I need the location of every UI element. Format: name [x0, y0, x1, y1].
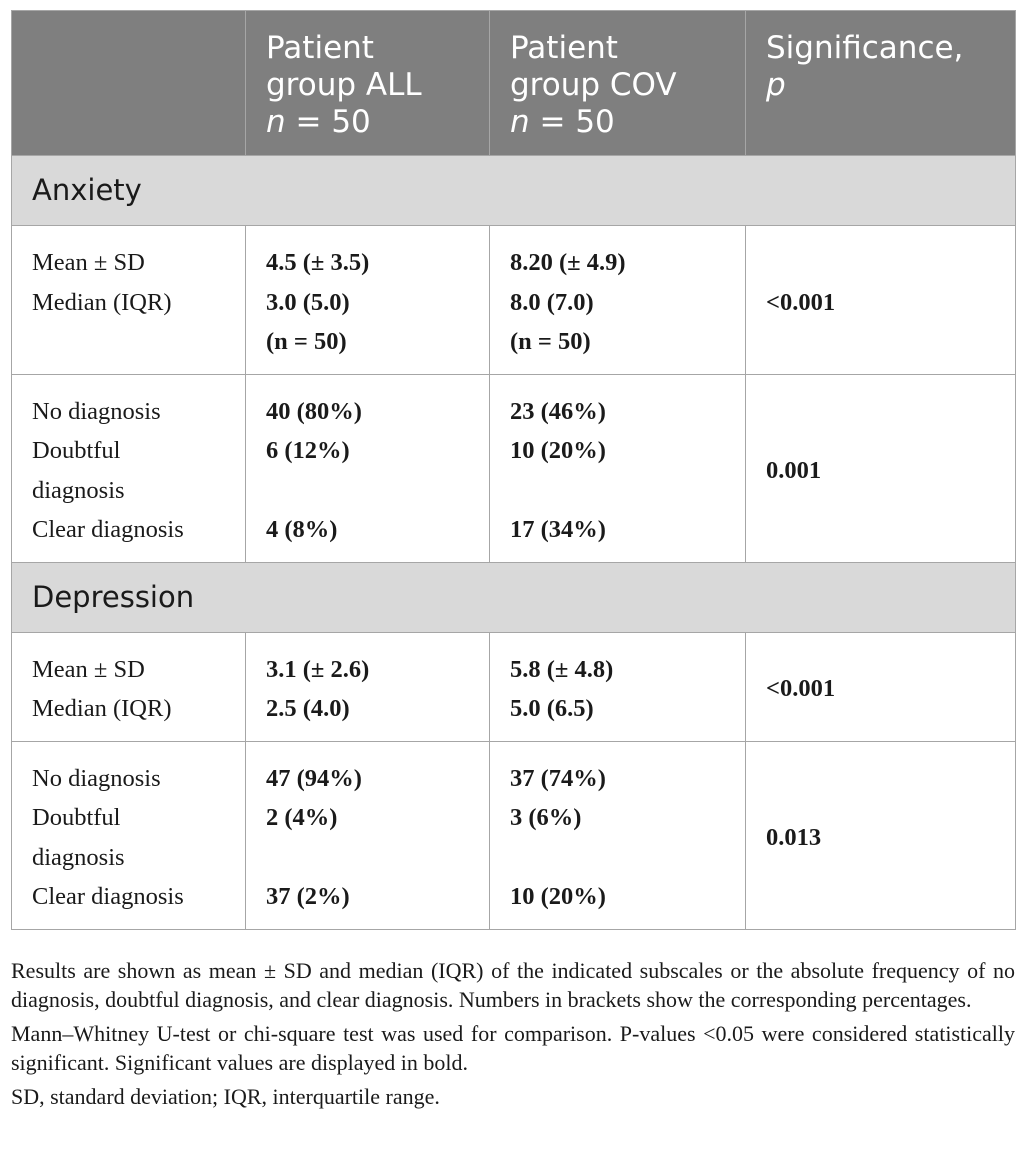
- row-label: Mean ± SD: [32, 249, 145, 276]
- table-row-depression-diagnosis: [12, 741, 1016, 929]
- header-significance-line1: Significance,: [766, 30, 964, 66]
- cell-value: 17 (34%): [510, 516, 606, 543]
- cell-value: 37 (74%): [510, 764, 606, 792]
- cell-value: 6 (12%): [266, 437, 350, 464]
- header-group-all: [246, 11, 490, 156]
- cell-value: 4 (8%): [266, 516, 338, 543]
- cell-value: 10 (20%): [510, 883, 606, 910]
- cell-value: 8.20 (± 4.9): [510, 249, 626, 276]
- header-cov-n-label: n: [510, 104, 530, 140]
- table-footnotes: [11, 956, 1015, 1116]
- header-all-n-value: = 50: [285, 104, 371, 140]
- cell-all-values: [246, 741, 490, 929]
- cell-value: 37 (2%): [266, 883, 350, 910]
- cell-value: 40 (80%): [266, 397, 362, 425]
- header-significance-p: p: [766, 67, 786, 103]
- results-table: [11, 10, 1016, 930]
- cell-cov-values: [490, 741, 746, 929]
- cell-value: 2.5 (4.0): [266, 695, 350, 722]
- row-label: No diagnosis: [32, 397, 161, 425]
- section-title-depression: Depression: [12, 562, 1016, 632]
- cell-all-values: [246, 632, 490, 741]
- cell-value: 5.0 (6.5): [510, 695, 594, 722]
- header-all-n-label: n: [266, 104, 286, 140]
- row-labels: [12, 741, 246, 929]
- cell-cov-values: [490, 632, 746, 741]
- cell-value: 2 (4%): [266, 804, 338, 831]
- cell-cov-values: [490, 226, 746, 375]
- footnote-abbreviations: SD, standard deviation; IQR, interquartile range.: [11, 1084, 440, 1109]
- row-label: Doubtful: [32, 437, 121, 464]
- cell-value: 10 (20%): [510, 437, 606, 464]
- results-table-container: [11, 10, 1015, 930]
- row-label: No diagnosis: [32, 764, 161, 792]
- header-cov-n-value: = 50: [529, 104, 615, 140]
- row-label: diagnosis: [32, 476, 125, 504]
- cell-all-values: [246, 374, 490, 562]
- header-cov-line2: group COV: [510, 67, 677, 103]
- header-all-line1: Patient: [266, 30, 374, 66]
- section-row-anxiety: [12, 156, 1016, 226]
- row-label: Mean ± SD: [32, 655, 145, 683]
- table-row-anxiety-diagnosis: [12, 374, 1016, 562]
- cell-value: 4.5 (± 3.5): [266, 249, 370, 276]
- cell-value: 47 (94%): [266, 764, 362, 792]
- row-label: Median (IQR): [32, 695, 172, 722]
- header-group-cov: [490, 11, 746, 156]
- cell-significance: 0.001: [746, 374, 1016, 562]
- header-row: [12, 11, 1016, 156]
- cell-value: 8.0 (7.0): [510, 288, 594, 316]
- row-label: Clear diagnosis: [32, 883, 184, 910]
- row-label: diagnosis: [32, 843, 125, 871]
- cell-value: 5.8 (± 4.8): [510, 655, 614, 683]
- header-all-line2: group ALL: [266, 67, 422, 103]
- cell-value: 3.0 (5.0): [266, 288, 350, 316]
- footnote-tests: Mann–Whitney U-test or chi-square test was used for comparison. P-values <0.05 were considered statistically significant. Significant values are displayed in bold.: [11, 1021, 1015, 1075]
- cell-cov-values: [490, 374, 746, 562]
- table-row-anxiety-scores: [12, 226, 1016, 375]
- section-row-depression: [12, 562, 1016, 632]
- footnote-results: Results are shown as mean ± SD and median (IQR) of the indicated subscales or the absolute frequency of no diagnosis, doubtful diagnosis, and clear diagnosis. Numbers in brackets show the corresponding percentages.: [11, 958, 1015, 1012]
- row-label: Median (IQR): [32, 288, 172, 316]
- row-label: Doubtful: [32, 804, 121, 831]
- cell-value: (n = 50): [510, 328, 591, 355]
- header-cov-line1: Patient: [510, 30, 618, 66]
- row-label: Clear diagnosis: [32, 516, 184, 543]
- cell-significance: <0.001: [746, 226, 1016, 375]
- header-significance: [746, 11, 1016, 156]
- cell-value: 23 (46%): [510, 397, 606, 425]
- section-title-anxiety: Anxiety: [12, 156, 1016, 226]
- cell-significance: 0.013: [746, 741, 1016, 929]
- table-row-depression-scores: [12, 632, 1016, 741]
- row-labels: [12, 632, 246, 741]
- cell-significance: <0.001: [746, 632, 1016, 741]
- header-empty-cell: [12, 11, 246, 156]
- row-labels: [12, 226, 246, 375]
- cell-value: (n = 50): [266, 328, 347, 355]
- cell-value: 3.1 (± 2.6): [266, 655, 370, 683]
- cell-value: 3 (6%): [510, 804, 582, 831]
- row-labels: [12, 374, 246, 562]
- cell-all-values: [246, 226, 490, 375]
